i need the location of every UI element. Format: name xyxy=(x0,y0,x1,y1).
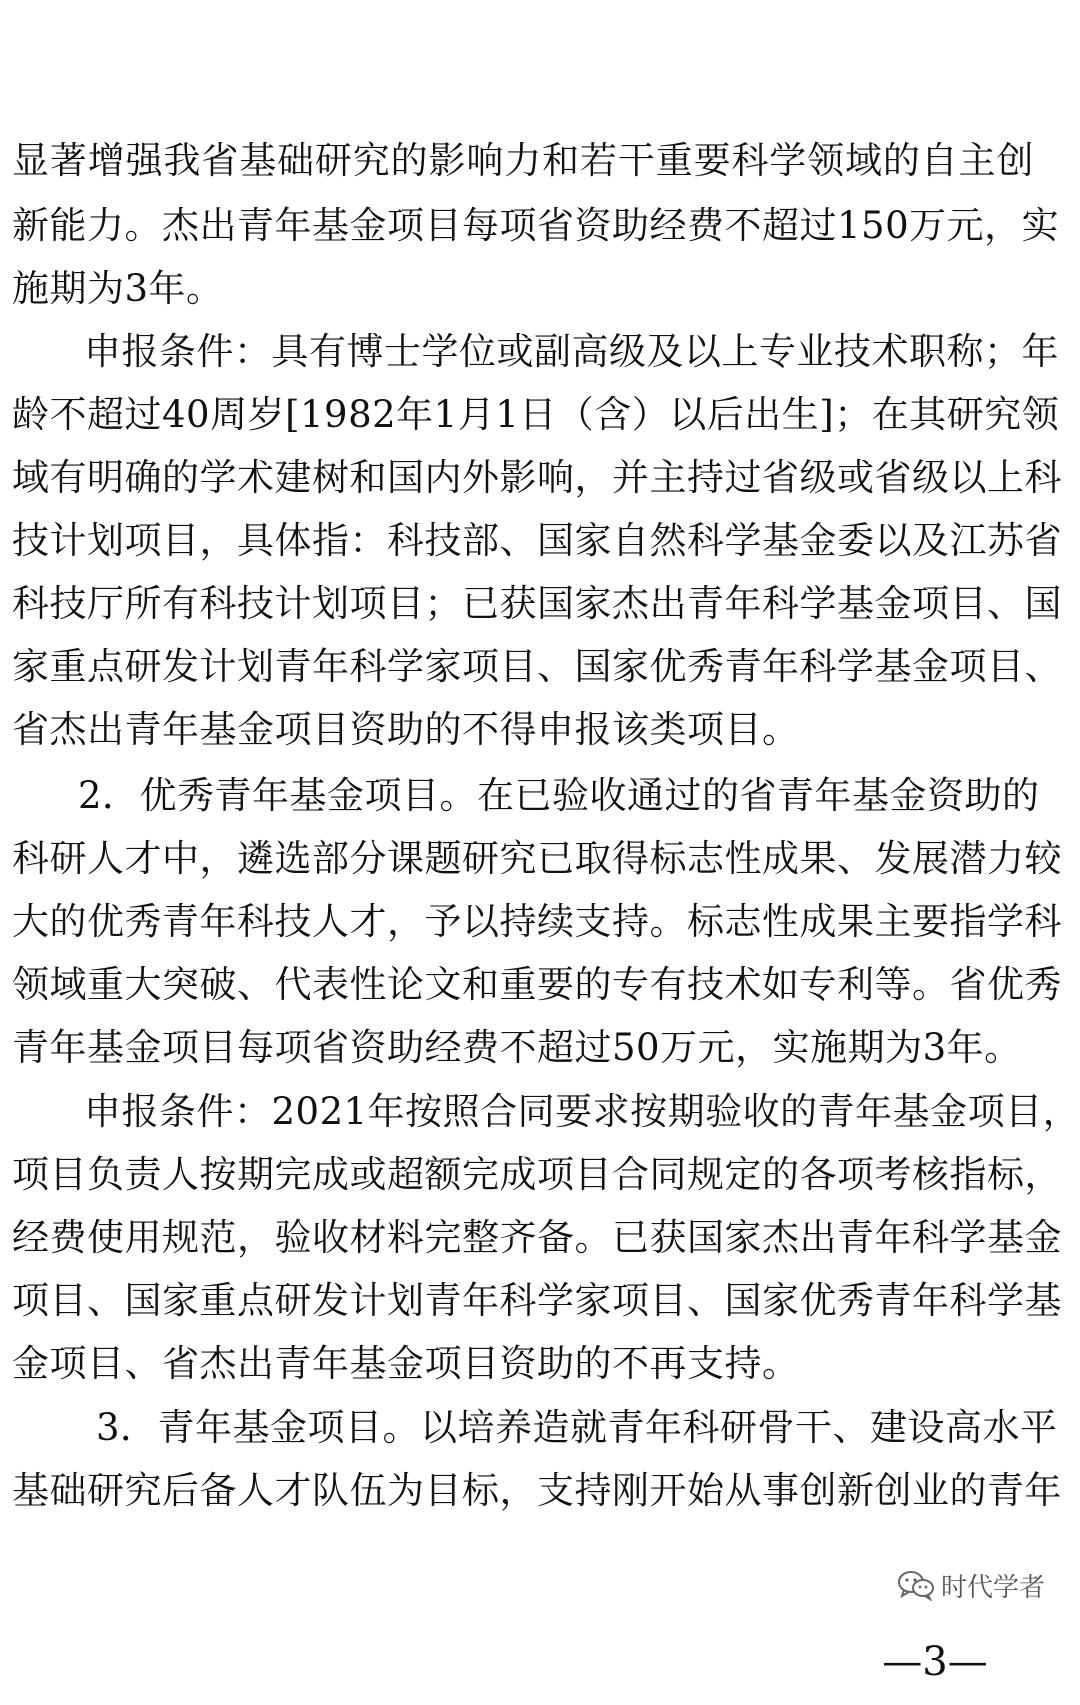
text-line: 科技厅所有科技计划项目；已获国家杰出青年科学基金项目、国 xyxy=(12,582,1062,625)
text-line: 申报条件：2021年按照合同要求按期验收的青年基金项目， xyxy=(84,1090,1080,1133)
text-line: 龄不超过40周岁[1982年1月1日（含）以后出生]；在其研究领 xyxy=(12,393,1060,436)
text-line: 新能力。杰出青年基金项目每项省资助经费不超过150万元，实 xyxy=(12,204,1060,247)
text-line: 2．优秀青年基金项目。在已验收通过的省青年基金资助的 xyxy=(78,774,1040,817)
text-line: 科研人才中，遴选部分课题研究已取得标志性成果、发展潜力较 xyxy=(12,837,1062,880)
text-line: 技计划项目，具体指：科技部、国家自然科学基金委以及江苏省 xyxy=(12,519,1062,562)
text-line: 经费使用规范，验收材料完整齐备。已获国家杰出青年科学基金 xyxy=(12,1216,1062,1259)
text-line: 家重点研发计划青年科学家项目、国家优秀青年科学基金项目、 xyxy=(12,645,1062,688)
text-line: 项目负责人按期完成或超额完成项目合同规定的各项考核指标， xyxy=(12,1153,1062,1196)
text-line: 领域重大突破、代表性论文和重要的专有技术如专利等。省优秀 xyxy=(12,963,1062,1006)
text-line: 青年基金项目每项省资助经费不超过50万元，实施期为3年。 xyxy=(12,1026,1022,1069)
text-line: 大的优秀青年科技人才，予以持续支持。标志性成果主要指学科 xyxy=(12,900,1062,943)
wechat-icon xyxy=(897,1569,935,1601)
text-line: 申报条件：具有博士学位或副高级及以上专业技术职称；年 xyxy=(84,330,1059,373)
text-line: 项目、国家重点研发计划青年科学家项目、国家优秀青年科学基 xyxy=(12,1279,1062,1322)
text-line: 显著增强我省基础研究的影响力和若干重要科学领域的自主创 xyxy=(12,139,1034,182)
text-line: 金项目、省杰出青年基金项目资助的不再支持。 xyxy=(12,1342,800,1385)
watermark xyxy=(897,1563,1045,1607)
text-line: 施期为3年。 xyxy=(12,267,224,310)
text-line: 3．青年基金项目。以培养造就青年科研骨干、建设高水平 xyxy=(96,1406,1058,1449)
text-line: 域有明确的学术建树和国内外影响，并主持过省级或省级以上科 xyxy=(12,456,1062,499)
text-line: 基础研究后备人才队伍为目标，支持刚开始从事创新创业的青年 xyxy=(12,1469,1062,1512)
watermark-text: 时代学者 xyxy=(941,1572,1046,1603)
text-line: 省杰出青年基金项目资助的不得申报该类项目。 xyxy=(12,708,800,751)
page-number: —3— xyxy=(882,1639,988,1685)
